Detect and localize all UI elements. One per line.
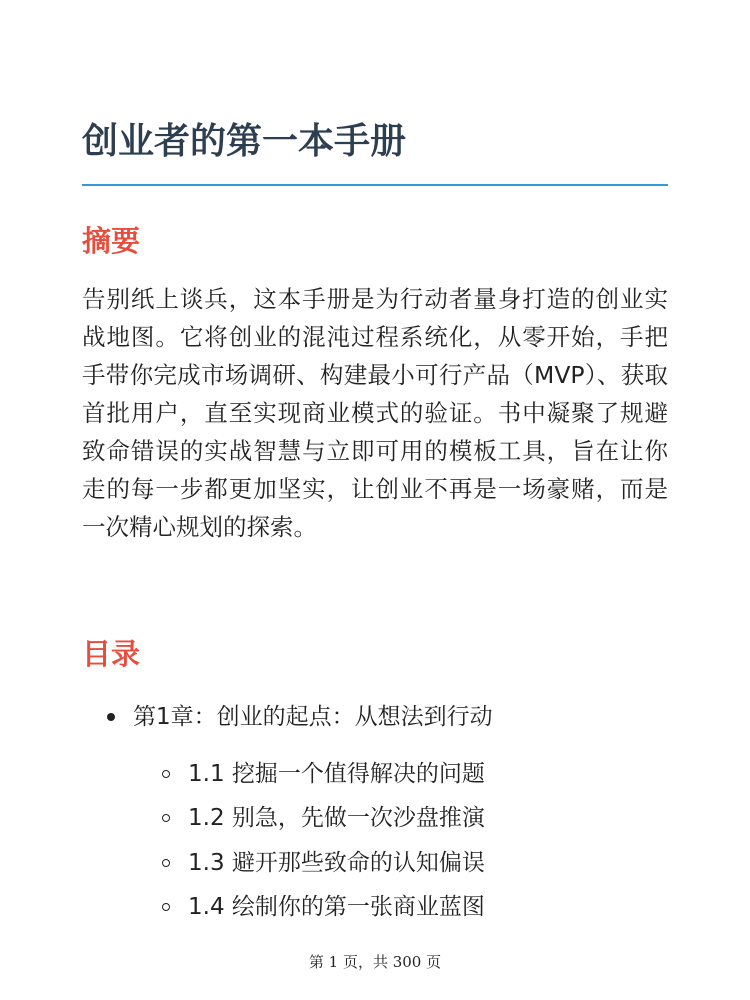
document-title: 创业者的第一本手册 [82,121,407,162]
toc-section-label: 1.3 避开那些致命的认知偏误 [188,850,485,876]
toc-section-item [162,845,485,881]
bullet-circle-icon [162,814,170,822]
page-footer: 第 1 页，共 300 页 [308,953,442,971]
bullet-circle-icon [162,770,170,778]
abstract-paragraph: 告别纸上谈兵，这本手册是为行动者量身打造的创业实战地图。它将创业的混沌过程系统化，从零开始，手把手带你完成市场调研、构建最小可行产品（MVP）、获取首批用户，直至实现商业模式的验证。书中凝聚了规避致命错误的实战智慧与立即可用的模板工具，旨在让你走的每一步都更加坚实，让创业不再是一场豪赌，而是一次精心规划的探索。 [82,285,668,541]
bullet-disc-icon [107,713,115,721]
toc-section-item [162,800,485,836]
title-divider [82,184,668,186]
toc-chapter-label: 第1章：创业的起点：从想法到行动 [133,704,493,730]
bullet-circle-icon [162,859,170,867]
toc-heading: 目录 [82,637,141,671]
bullet-circle-icon [162,903,170,911]
toc-chapter-item [107,699,493,735]
toc-section-label: 1.2 别急，先做一次沙盘推演 [188,805,485,831]
toc-section-item [162,756,485,792]
toc-section-item [162,889,485,925]
document-page [82,0,668,1000]
abstract-heading: 摘要 [82,224,141,258]
toc-section-label: 1.1 挖掘一个值得解决的问题 [188,761,485,787]
toc-section-label: 1.4 绘制你的第一张商业蓝图 [188,894,485,920]
